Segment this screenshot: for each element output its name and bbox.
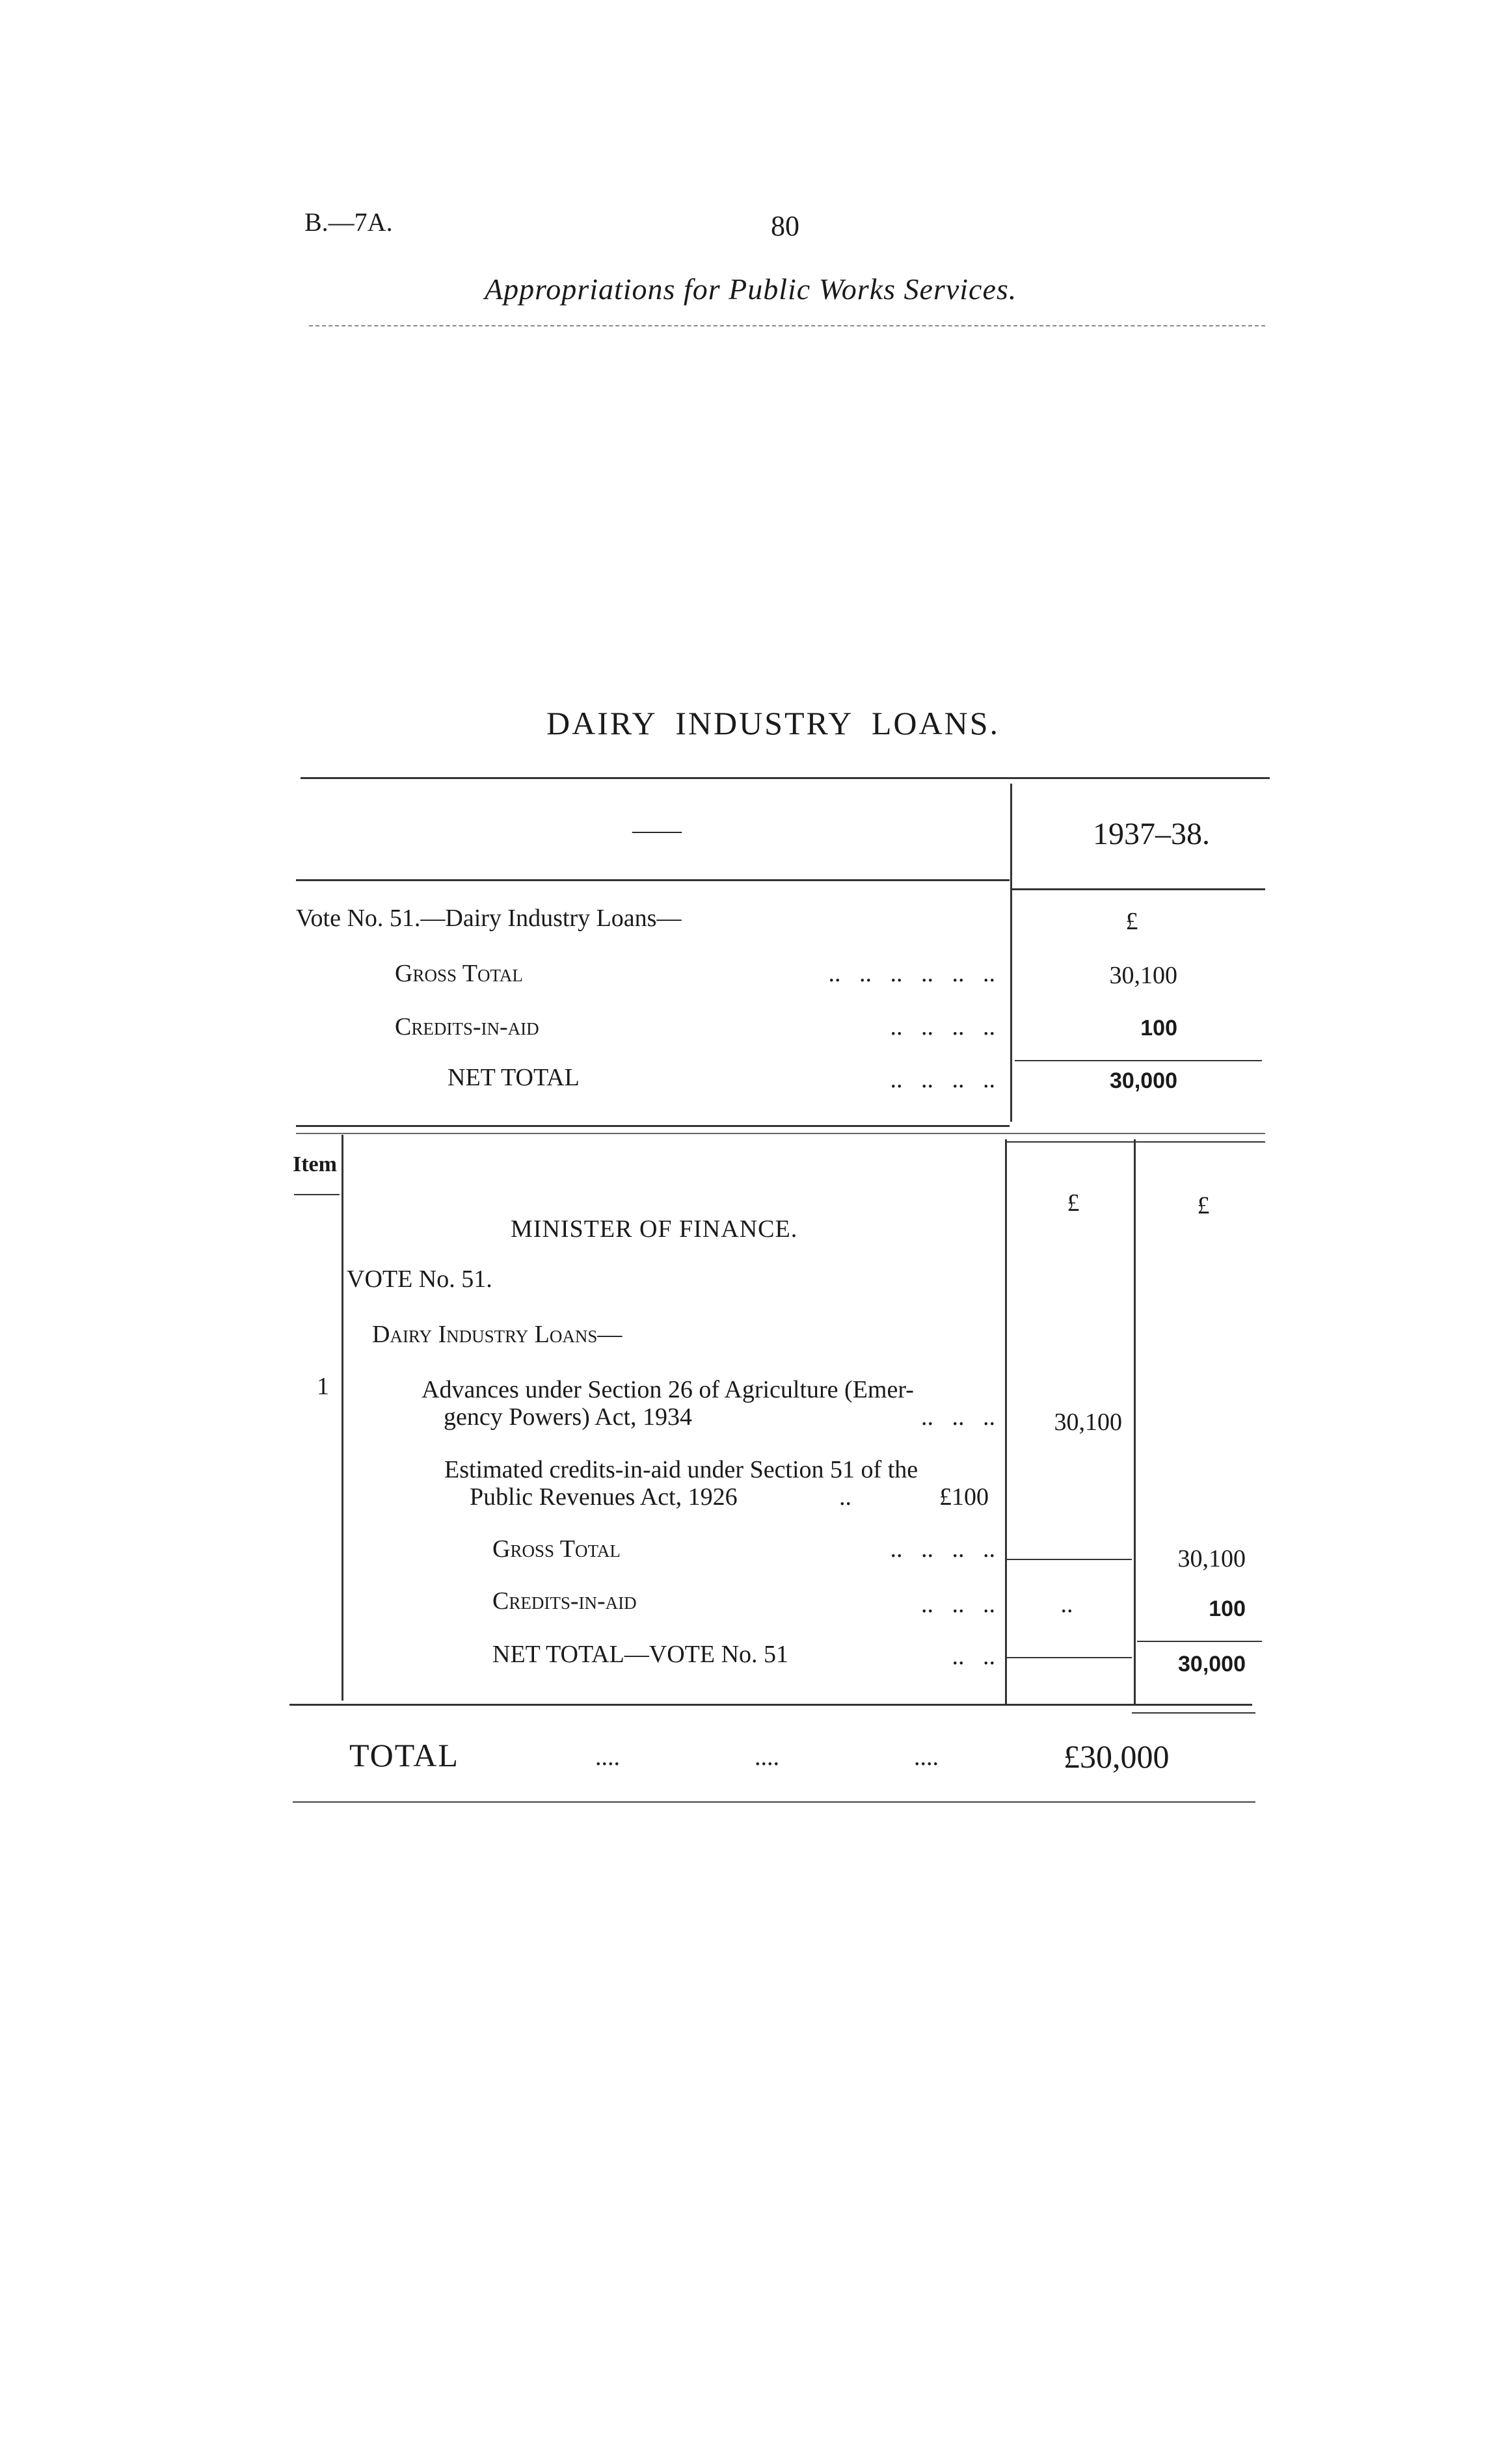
detail-credits-col1-leaders: .. bbox=[1060, 1591, 1073, 1618]
detail-currency-2: £ bbox=[1197, 1192, 1210, 1219]
total-dots-2: .... bbox=[755, 1743, 779, 1771]
detail-gross-total-label: Gross Total bbox=[492, 1535, 621, 1563]
summary-header-rule-right bbox=[1011, 888, 1265, 890]
header-rule bbox=[309, 325, 1265, 326]
vote-heading: VOTE No. 51. bbox=[347, 1265, 492, 1293]
detail-currency-1: £ bbox=[1067, 1189, 1080, 1217]
item-header-rule bbox=[294, 1194, 340, 1195]
detail-net-total-value: 30,000 bbox=[1178, 1652, 1246, 1676]
summary-bottom-rule bbox=[296, 1125, 1010, 1127]
detail-net-total-label: NET TOTAL—VOTE No. 51 bbox=[492, 1641, 789, 1668]
detail-column-divider-2 bbox=[1134, 1139, 1136, 1705]
minister-heading: MINISTER OF FINANCE. bbox=[511, 1215, 798, 1243]
summary-credits-leaders: .. .. .. .. bbox=[890, 1013, 995, 1040]
running-title: Appropriations for Public Works Services. bbox=[485, 272, 1017, 306]
total-label: TOTAL bbox=[349, 1737, 459, 1773]
detail-gross-total-leaders: .. .. .. .. bbox=[890, 1535, 995, 1563]
net-total-rule-col1 bbox=[1007, 1657, 1132, 1658]
summary-header-rule bbox=[296, 879, 1010, 881]
summary-column-divider bbox=[1010, 784, 1012, 1122]
detail-right-top-rule bbox=[1007, 1141, 1265, 1143]
net-total-rule-col2 bbox=[1137, 1641, 1262, 1642]
summary-gross-total-label: Gross Total bbox=[395, 960, 523, 987]
total-value: £30,000 bbox=[1064, 1738, 1170, 1775]
document-reference: B.—7A. bbox=[304, 207, 393, 237]
total-dots-1: .... bbox=[595, 1743, 620, 1771]
summary-credits-label: Credits-in-aid bbox=[395, 1013, 539, 1040]
summary-credits-value: 100 bbox=[1140, 1016, 1177, 1040]
estimated-credits-line-1: Estimated credits-in-aid under Section 51 of the bbox=[444, 1456, 918, 1483]
page-number: 80 bbox=[771, 210, 799, 242]
advances-line-1: Advances under Section 26 of Agriculture (Emer- bbox=[422, 1376, 914, 1403]
item-number: 1 bbox=[317, 1373, 329, 1400]
total-bottom-rule bbox=[293, 1801, 1255, 1803]
summary-net-total-leaders: .. .. .. .. bbox=[890, 1066, 995, 1093]
advances-line-2: gency Powers) Act, 1934 bbox=[444, 1403, 693, 1431]
summary-column-year: 1937–38. bbox=[1093, 817, 1210, 851]
advances-value: 30,100 bbox=[1054, 1409, 1122, 1436]
summary-gross-total-value: 30,100 bbox=[1109, 962, 1177, 989]
estimated-credits-line-2: Public Revenues Act, 1926 bbox=[470, 1483, 738, 1511]
detail-credits-label: Credits-in-aid bbox=[492, 1587, 637, 1615]
summary-currency: £ bbox=[1125, 908, 1138, 935]
section-title: DAIRY INDUSTRY LOANS. bbox=[546, 705, 1000, 741]
detail-gross-total-value: 30,100 bbox=[1177, 1545, 1246, 1572]
estimated-credits-amount: £100 bbox=[939, 1483, 989, 1511]
total-dots-3: .... bbox=[914, 1743, 939, 1771]
summary-net-rule bbox=[1015, 1060, 1262, 1061]
detail-bottom-rule-2 bbox=[1132, 1712, 1255, 1714]
summary-column-dash: —— bbox=[632, 817, 682, 844]
detail-net-total-leaders: .. .. bbox=[952, 1643, 995, 1670]
dairy-industry-loans-subhead: Dairy Industry Loans— bbox=[372, 1321, 623, 1348]
detail-column-divider-1 bbox=[1005, 1139, 1007, 1705]
estimated-credits-leaders: .. bbox=[839, 1483, 851, 1511]
advances-leaders: .. .. .. bbox=[921, 1403, 995, 1431]
summary-bottom-rule-2 bbox=[296, 1133, 1265, 1134]
item-column-divider bbox=[342, 1135, 343, 1701]
detail-credits-leaders: .. .. .. bbox=[921, 1591, 995, 1618]
vote-line: Vote No. 51.—Dairy Industry Loans— bbox=[296, 905, 682, 932]
summary-gross-total-leaders: .. .. .. .. .. .. bbox=[828, 960, 995, 987]
summary-top-rule bbox=[301, 777, 1270, 779]
summary-net-total-label: NET TOTAL bbox=[448, 1064, 580, 1091]
gross-total-top-rule bbox=[1007, 1559, 1132, 1560]
item-column-header: Item bbox=[293, 1152, 337, 1176]
detail-bottom-rule bbox=[289, 1704, 1252, 1706]
summary-net-total-value: 30,000 bbox=[1110, 1068, 1177, 1093]
detail-credits-value: 100 bbox=[1209, 1596, 1246, 1621]
